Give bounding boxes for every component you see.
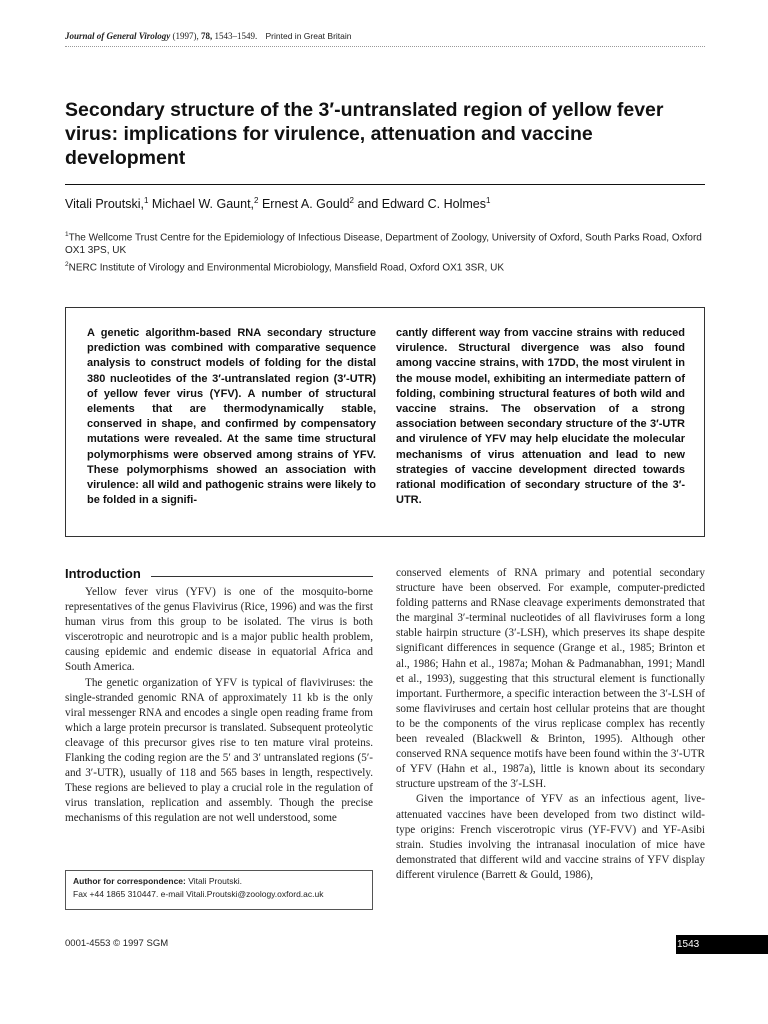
correspondence-box bbox=[65, 870, 373, 910]
author-affil-sup: 2 bbox=[254, 196, 259, 205]
correspondence-contact: Fax +44 1865 310447. e-mail Vitali.Proutski@zoology.oxford.ac.uk bbox=[73, 889, 324, 899]
affiliation-text: NERC Institute of Virology and Environmental Microbiology, Mansfield Road, Oxford OX1 3SR, UK bbox=[68, 262, 505, 274]
affiliation-sup: 1 bbox=[65, 231, 69, 238]
affiliation bbox=[65, 258, 705, 274]
author-affil-sup: 1 bbox=[143, 196, 149, 205]
abstract-box bbox=[65, 307, 705, 537]
author-name: Vitali Proutski, bbox=[65, 197, 144, 212]
header-divider bbox=[65, 46, 705, 47]
article-title: Secondary structure of the 3′-untranslated region of yellow fever virus: implications for virulence, attenuation and vaccine development bbox=[65, 99, 664, 169]
abstract-left-column: A genetic algorithm-based RNA secondary structure prediction was combined with comparative sequence analysis to construct models of folding for the distal 380 nucleotides of the 3′-untranslated region (3′-UTR) of yellow fever virus (YFV). A number of structural elements that are thermodynamically stable, conserved in shape, and confirmed by compensatory mutations were revealed. At the same time structural polymorphisms were observed among strains of YFV. These polymorphisms showed an association with virulence: all wild and pathogenic strains were likely to be folded in a signifi- bbox=[87, 327, 376, 507]
body-paragraph: conserved elements of RNA primary and potential secondary structure have been observed. For example, computer-predicted folding patterns and RNase cleavage experiments demonstrated that the marginal 3′-terminal nucleotides of all flaviviruses form a long stable hairpin structure (3′-LSH), which preserves its shape despite significant differences in sequence (Grange et al., 1985; Brinton et al., 1986; Hahn et al., 1987a; Mohan & Padmanabhan, 1991; Mandl et al., 1993), suggesting that this structural element is functionally important. Furthermore, a specific interaction between the 3′-LSH of some flaviviruses and certain host cellular proteins that are thought to be the components of the virus replicase complex has recently been revealed (Blackwell & Brinton, 1995). Although other conserved RNA sequence motifs have been found within the 3′-UTR of YFV (Hahn et al., 1987a), little is known about its secondary structure upstream of the 3′-LSH. bbox=[396, 567, 705, 791]
journal-name: Journal of General Virology bbox=[65, 31, 171, 41]
author-name: Michael W. Gaunt, bbox=[151, 197, 255, 212]
page-number: 1543 bbox=[676, 935, 768, 954]
journal-year: (1997), bbox=[172, 31, 199, 41]
journal-pages: 1543–1549. bbox=[214, 31, 258, 41]
title-divider bbox=[65, 184, 705, 185]
author-affil-sup: 2 bbox=[349, 196, 354, 205]
journal-volume: 78, bbox=[201, 31, 213, 41]
body-paragraph: Given the importance of YFV as an infectious agent, live-attenuated vaccines have been developed from two distinct wild-type origins: French viscerotropic virus (YF-FVV) and YF-Asibi strain. Studies involving the intranasal inoculation of mice have demonstrated that different wild and vaccine strains of YFV display different virulence (Barrett & Gould, 1986), bbox=[396, 793, 705, 881]
author-name: Ernest A. Gould bbox=[261, 197, 350, 212]
author-affil-sup: 1 bbox=[486, 196, 491, 205]
abstract-right-column: cantly different way from vaccine strains with reduced virulence. Structural divergence was also found among vaccine strains, with 17DD, the most virulent in the mouse model, exhibiting an intermediate pattern of folding, combining structural features of both wild and vaccine strains. The observation of a strong association between secondary structure of the 3′-UTR and virulence of YFV may help elucidate the molecular mechanisms of virus attenuation and lead to new strategies of vaccine development directed towards rational modification of secondary structure of the 3′-UTR. bbox=[396, 327, 685, 507]
body-left-column bbox=[65, 585, 373, 827]
author-name: and Edward C. Holmes bbox=[357, 197, 486, 212]
author-list bbox=[65, 196, 705, 211]
section-heading-introduction: Introduction bbox=[65, 566, 141, 581]
body-paragraph: Yellow fever virus (YFV) is one of the mosquito-borne representatives of the genus Flavivirus (Rice, 1996) and was the first human virus from this group to be isolated. The virus is both viscerotropic and neurotropic and is a major public health problem, causing epidemic and endemic disease in equatorial Africa and South America. bbox=[65, 586, 373, 674]
affiliation-sup: 2 bbox=[65, 261, 69, 268]
correspondence-label: Author for correspondence: bbox=[73, 876, 186, 886]
body-paragraph: The genetic organization of YFV is typical of flaviviruses: the single-stranded genomic RNA of approximately 11 kb is the only viral messenger RNA and encodes a single open reading frame from which a large protein precursor is translated. Subsequent proteolytic cleavage of this precursor gives rise to ten mature viral proteins. Flanking the coding region are the 5′ and 3′ untranslated regions (5′- and 3′-UTR), usually of 118 and 565 bases in length, respectively. These regions are believed to play a crucial role in the regulation of virus translation, replication and assembly. Though the precise mechanisms of this regulation are not well understood, some bbox=[65, 676, 373, 825]
body-right-column bbox=[396, 566, 705, 883]
running-header bbox=[65, 31, 705, 41]
printed-note: Printed in Great Britain bbox=[265, 31, 352, 41]
section-heading-rule bbox=[151, 576, 373, 577]
footer-copyright: 0001-4553 © 1997 SGM bbox=[65, 938, 169, 949]
affiliation bbox=[65, 228, 705, 257]
correspondence-name: Vitali Proutski. bbox=[188, 876, 242, 886]
affiliation-text: The Wellcome Trust Centre for the Epidemiology of Infectious Disease, Department of Zoology, University of Oxford, South Parks Road, Oxford OX1 3PS, UK bbox=[65, 232, 702, 257]
